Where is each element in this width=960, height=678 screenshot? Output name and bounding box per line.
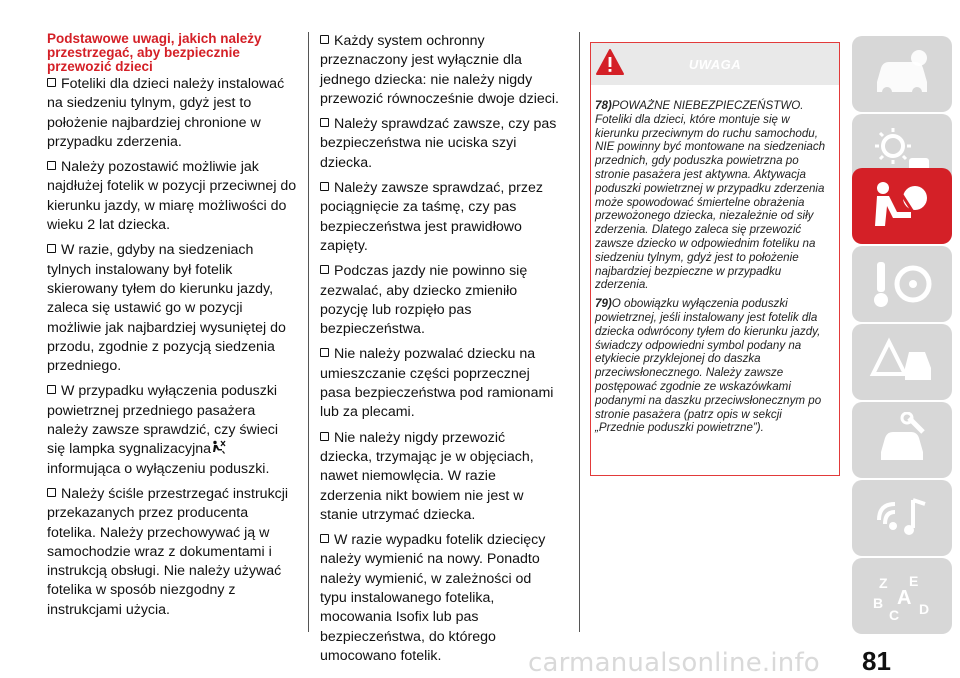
svg-text:C: C <box>889 607 900 623</box>
wrench-car-icon <box>869 412 935 468</box>
bullet-paragraph: W przypadku wyłączenia poduszki powietrznej przedniego pasażera należy zawsze sprawdzić, czy świeci się lampka sygnalizacyjnainformująca o wyłączeniu poduszki. <box>47 383 279 477</box>
column-left <box>47 32 297 626</box>
multimedia-icon <box>869 490 935 546</box>
svg-text:A: A <box>897 587 912 609</box>
sidebar-tab-multimedia[interactable] <box>852 480 952 556</box>
bullet-paragraph: Nie należy nigdy przewozić dziecka, trzymając je w objęciach, nawet niemowlęcia. W razie zderzenia nikt bowiem nie jest w stanie utrzymać dziecka. <box>320 429 534 523</box>
airbag-safety-icon <box>869 178 935 234</box>
warning-box <box>590 42 840 476</box>
bullet-paragraph: Każdy system ochronny przeznaczony jest wyłącznie dla jednego dziecka: nie należy nigdy przewozić równocześnie dwoje dzieci. <box>320 33 559 107</box>
bullet-square-icon <box>47 244 56 253</box>
bullet-square-icon <box>47 161 56 170</box>
car-info-icon <box>869 46 935 102</box>
column-divider <box>308 32 309 632</box>
bullet-paragraph: Nie należy pozwalać dziecku na umieszczanie części poprzecznej pasa bezpieczeństwa pod ramionami lub za plecami. <box>320 346 554 421</box>
bullet-paragraph: Należy sprawdzać zawsze, czy pas bezpieczeństwa nie uciska szyi dziecka. <box>320 116 557 171</box>
sidebar-tab-maintenance[interactable] <box>852 402 952 478</box>
section-heading: Podstawowe uwagi, jakich należy przestrzegać, aby bezpiecznie przewozić dzieci <box>47 31 262 74</box>
bullet-paragraph: Foteliki dla dzieci należy instalować na siedzeniu tylnym, gdyż jest to położenie najbardziej chronione w przypadku zderzenia. <box>47 76 285 150</box>
svg-text:Z: Z <box>879 575 888 591</box>
airbag-off-warning-icon <box>211 440 226 454</box>
bullet-paragraph: Należy pozostawić możliwie jak najdłużej fotelik w pozycji przeciwnej do kierunku jazdy, w miarę możliwości do wieku 2 lat dziecka. <box>47 159 297 234</box>
svg-text:B: B <box>873 595 884 611</box>
warning-body <box>591 85 839 435</box>
warning-note: 78)POWAŻNE NIEBEZPIECZEŃSTWO. Foteliki dla dzieci, które montuje się w kierunku przeciwnym do ruchu samochodu, NIE powinny być montowane na siedzeniach przednich, gdy poduszka powietrzna po stronie pasażera jest aktywna. Aktywacja poduszki powietrznej w przypadku zderzenia może spowodować śmiertelne obrażenia przewożonego dziecka, niezależnie od siły zderzenia. Dlatego zaleca się przewozić zawsze dziecko w odpowiednim foteliku na siedzeniu tylnym, gdyż jest to położenie najbardziej bezpieczne w przypadku zderzenia. <box>595 99 826 292</box>
column-divider <box>579 32 580 632</box>
sidebar-tab-index[interactable] <box>852 558 952 634</box>
sidebar-tab-controls[interactable] <box>852 246 952 322</box>
svg-text:E: E <box>909 573 919 589</box>
bullet-paragraph: W razie wypadku fotelik dziecięcy należy wymienić na nowy. Ponadto należy wymienić, w zależności od typu instalowanego fotelika, mocowania Isofix lub pas bezpieczeństwa, do którego umocowano fotelik. <box>320 532 546 664</box>
bullet-square-icon <box>320 348 329 357</box>
key-steering-icon <box>869 256 935 312</box>
bullet-square-icon <box>320 35 329 44</box>
alphabet-index-icon <box>869 568 935 624</box>
bullet-square-icon <box>320 432 329 441</box>
column-middle <box>320 32 560 672</box>
page-number: 81 <box>862 646 891 676</box>
svg-text:D: D <box>919 601 930 617</box>
bullet-square-icon <box>47 488 56 497</box>
sidebar-tab-safety[interactable] <box>852 168 952 244</box>
warning-header <box>591 43 839 85</box>
warning-title: UWAGA <box>688 57 742 72</box>
bullet-paragraph: W razie, gdyby na siedzeniach tylnych instalowany był fotelik skierowany tyłem do kierunku jazdy, zaleca się ustawić go w pozycji możliwie jak najbardziej wysuniętej do przodu, zgodnie z pozycją siedzenia przedniego. <box>47 242 286 375</box>
sidebar-tab-car-info[interactable] <box>852 36 952 112</box>
warning-triangle-icon <box>869 334 935 390</box>
sidebar-tab-emergency[interactable] <box>852 324 952 400</box>
bullet-paragraph: Podczas jazdy nie powinno się zezwalać, aby dziecko zmieniło pozycję lub rozpięło pas bezpieczeństwa. <box>320 263 528 338</box>
bullet-square-icon <box>320 118 329 127</box>
warning-note: 79)O obowiązku wyłączenia poduszki powietrznej, jeśli instalowany jest fotelik dla dziecka odwrócony tyłem do kierunku jazdy, świadczy odpowiedni symbol podany na etykiecie przyklejonej do daszka przeciwsłonecznego. Należy zawsze postępować zgodnie ze wskazówkami podanymi na daszku przeciwsłonecznym po stronie pasażera (patrz opis w sekcji „Przednie poduszki powietrzne”). <box>595 297 822 435</box>
bullet-square-icon <box>320 265 329 274</box>
bullet-square-icon <box>47 385 56 394</box>
bullet-paragraph: Należy zawsze sprawdzać, przez pociągnięcie za taśmę, czy pas bezpieczeństwa jest prawidłowo zapięty. <box>320 180 543 254</box>
bullet-paragraph: Należy ściśle przestrzegać instrukcji przekazanych przez producenta fotelika. Należy przechowywać ją w samochodzie wraz z dokumentami i instrukcją obsługi. Nie należy używać fotelika w sposób niezgodny z instrukcjami użycia. <box>47 485 289 618</box>
bullet-square-icon <box>320 534 329 543</box>
watermark-text: carmanualsonline.info <box>528 648 820 678</box>
bullet-square-icon <box>320 182 329 191</box>
bullet-square-icon <box>47 78 56 87</box>
